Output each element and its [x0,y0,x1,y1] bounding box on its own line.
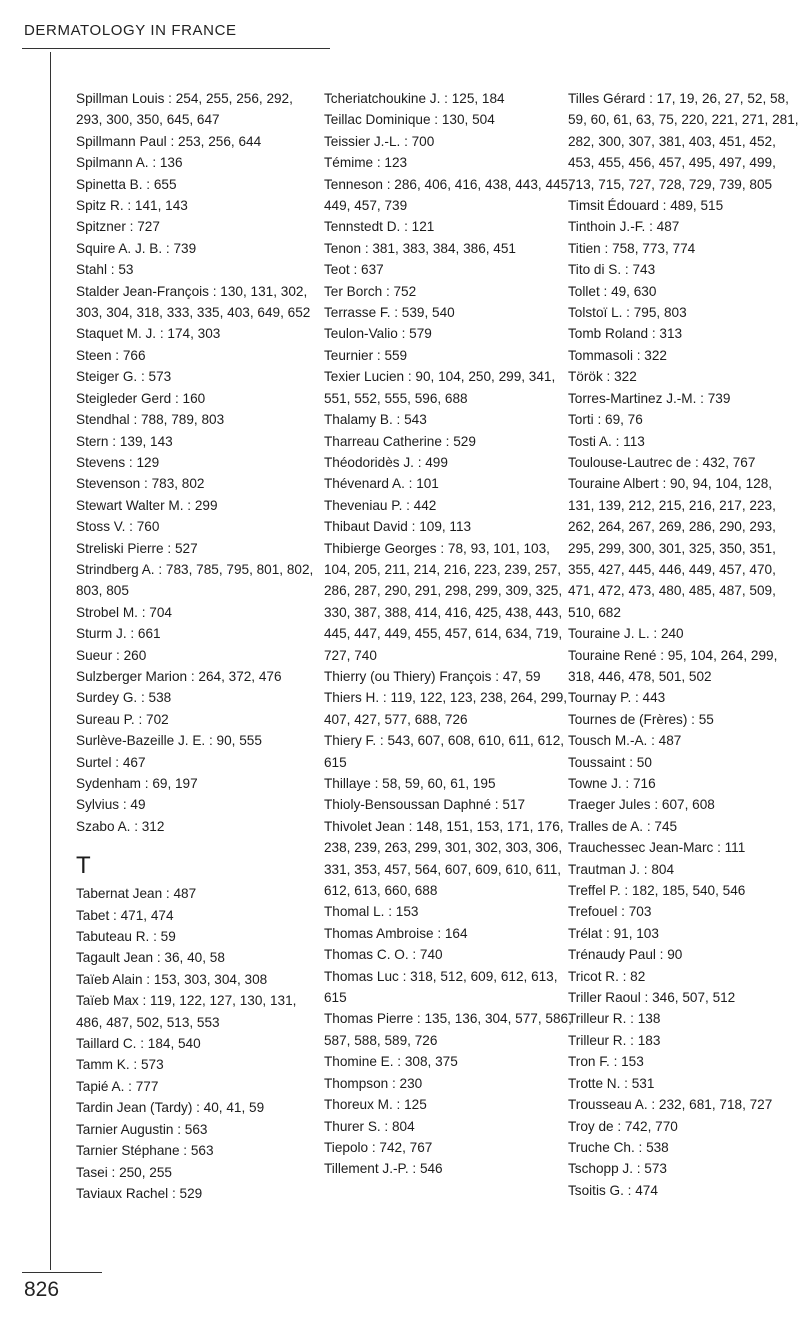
index-entry: Sydenham : 69, 197 [76,776,198,791]
index-entry: Thomas C. O. : 740 [324,947,443,963]
index-entry: Toussaint : 50 [568,754,652,770]
index-entry: Thomas Ambroise : 164 [324,925,468,941]
index-entry: Tenon : 381, 383, 384, 386, 451 [324,240,516,256]
index-entry: Trélat : 91, 103 [568,925,659,941]
index-entry: Tournes de (Frères) : 55 [568,711,714,727]
index-entry: Spitzner : 727 [76,219,160,235]
index-entry: Trefouel : 703 [568,904,652,920]
section-letter: T [76,852,91,880]
index-entry: Stahl : 53 [76,262,134,278]
index-entry: Tennstedt D. : 121 [324,219,435,235]
index-entry: Tardin Jean (Tardy) : 40, 41, 59 [76,1100,265,1116]
index-entry: Thivolet Jean : 148, 151, 153, 171, 176, 238, 239, 263, 299, 301, 302, 303, 306, 331, 353, 457, 564, 607, 609, 610, 611, 612, 613, 660, 688 [324,818,564,899]
index-entry: Tinthoin J.-F. : 487 [568,219,680,235]
index-entry: Stewart Walter M. : 299 [76,497,218,513]
index-entry: Thierry (ou Thiery) François : 47, 59 [324,668,541,684]
index-entry: Spillman Louis : 254, 255, 256, 292, 293, 300, 350, 645, 647 [76,91,293,128]
index-entry: Trilleur R. : 138 [568,1011,661,1027]
index-entry: Tenneson : 286, 406, 416, 438, 443, 445, 449, 457, 739 [324,176,572,214]
index-entry: Touraine J. L. : 240 [568,626,684,642]
index-entry: Tharreau Catherine : 529 [324,433,476,449]
index-entry: Teulon-Valio : 579 [324,326,432,342]
index-entry: Tabernat Jean : 487 [76,886,197,902]
index-entry: Thomine E. : 308, 375 [324,1054,458,1070]
index-entry: Tarnier Stéphane : 563 [76,1143,214,1159]
index-entry: Thibaut David : 109, 113 [324,519,472,535]
index-entry: Steen : 766 [76,347,146,363]
index-entry: Thioly-Bensoussan Daphné : 517 [324,797,526,813]
index-entry: Staquet M. J. : 174, 303 [76,326,221,342]
index-entry: Stalder Jean-François : 130, 131, 302, 303, 304, 318, 333, 335, 403, 649, 652 [76,283,311,321]
index-entry: Tousch M.-A. : 487 [568,733,682,749]
index-entry: Thomas Pierre : 135, 136, 304, 577, 586, 587, 588, 589, 726 [324,1011,572,1048]
index-entry: Sureau P. : 702 [76,711,169,727]
index-entry: Tommasoli : 322 [568,347,667,363]
index-entry: Surtel : 467 [76,754,146,770]
index-entry: Torti : 69, 76 [568,412,643,428]
index-entry: Terrasse F. : 539, 540 [324,305,455,321]
index-entry: Stevenson : 783, 802 [76,476,205,492]
index-entry: Tito di S. : 743 [568,262,656,278]
index-entry: Touraine René : 95, 104, 264, 299, 318, 446, 478, 501, 502 [568,647,778,684]
index-entry: Stevens : 129 [76,454,160,470]
index-entry: Tapié A. : 777 [76,1078,159,1094]
index-entry: Ter Borch : 752 [324,283,417,299]
index-entry: Török : 322 [568,369,637,385]
index-entry: Trilleur R. : 183 [568,1032,661,1048]
index-entry: Treffel P. : 182, 185, 540, 546 [568,883,746,899]
index-entry: Teurnier : 559 [324,347,408,363]
index-entry: Thillaye : 58, 59, 60, 61, 195 [324,776,496,791]
index-entry: Strobel M. : 704 [76,604,172,620]
index-entry: Tarnier Augustin : 563 [76,1121,208,1137]
index-entry: Tosti A. : 113 [568,433,645,449]
index-entry: Tillement J.-P. : 546 [324,1161,443,1177]
index-entry: Steiger G. : 573 [76,369,172,385]
index-entry: Timsit Édouard : 489, 515 [568,198,724,214]
index-entry: Szabo A. : 312 [76,818,165,834]
index-column-2 [324,88,574,1180]
index-entry: Tamm K. : 573 [76,1057,164,1073]
index-entry: Tschopp J. : 573 [568,1161,667,1177]
index-entry: Thoreux M. : 125 [324,1097,427,1113]
index-entry: Tabuteau R. : 59 [76,929,176,945]
index-entry: Spinetta B. : 655 [76,176,177,192]
index-entry: Tiepolo : 742, 767 [324,1139,433,1155]
index-entry: Taïeb Max : 119, 122, 127, 130, 131, 486, 487, 502, 513, 553 [76,993,297,1030]
index-entry: Thévenard A. : 101 [324,476,439,492]
index-entry: Spilmann A. : 136 [76,155,183,171]
index-entry: Touraine Albert : 90, 94, 104, 128, 131, 139, 212, 215, 216, 217, 223, 262, 264, 267, 269, 286, 290, 293, 295, 299, 300, 301, 325, 350, 351, 355, 427, 445, 446, 449, 457, 470, 471, 472, 473, 480, 485, 487, 509, 510, 682 [568,476,776,620]
index-entry: Thurer S. : 804 [324,1118,415,1134]
index-entry: Sturm J. : 661 [76,626,161,642]
running-head: DERMATOLOGY IN FRANCE [24,22,237,39]
index-entry: Trotte N. : 531 [568,1075,655,1091]
index-entry: Teot : 637 [324,262,384,278]
index-entry: Towne J. : 716 [568,776,656,791]
index-entry: Steigleder Gerd : 160 [76,390,206,406]
page-number: 826 [24,1278,60,1301]
index-entry: Tralles de A. : 745 [568,818,678,834]
index-entry: Stendhal : 788, 789, 803 [76,412,225,428]
margin-rule [50,52,51,1270]
index-entry: Surdey G. : 538 [76,690,172,706]
index-entry: Spillmann Paul : 253, 256, 644 [76,133,262,149]
index-entry: Stern : 139, 143 [76,433,173,449]
index-entry: Sulzberger Marion : 264, 372, 476 [76,668,282,684]
index-entry: Strindberg A. : 783, 785, 795, 801, 802, 803, 805 [76,561,314,599]
index-entry: Stoss V. : 760 [76,519,160,535]
index-entry: Titien : 758, 773, 774 [568,240,696,256]
index-entry: Trauchessec Jean-Marc : 111 [568,840,746,856]
index-entry: Squire A. J. B. : 739 [76,240,197,256]
index-entry: Torres-Martinez J.-M. : 739 [568,390,731,406]
index-entry: Tsoitis G. : 474 [568,1182,658,1198]
index-entry: Thomas Luc : 318, 512, 609, 612, 613, 615 [324,968,558,1006]
index-entry: Spitz R. : 141, 143 [76,198,188,214]
index-entry: Taïeb Alain : 153, 303, 304, 308 [76,971,268,987]
index-column-3 [568,88,800,1201]
index-entry: Teillac Dominique : 130, 504 [324,112,495,128]
index-entry: Tron F. : 153 [568,1054,644,1070]
index-entry: Trousseau A. : 232, 681, 718, 727 [568,1097,773,1113]
index-entry: Traeger Jules : 607, 608 [568,797,715,813]
index-entry: Toulouse-Lautrec de : 432, 767 [568,454,756,470]
index-entry: Triller Raoul : 346, 507, 512 [568,990,736,1006]
index-entry: Thiery F. : 543, 607, 608, 610, 611, 612, 615 [324,733,565,770]
index-entry: Témime : 123 [324,155,408,171]
index-entry: Tasei : 250, 255 [76,1164,172,1180]
index-entry: Sueur : 260 [76,647,147,663]
index-entry: Troy de : 742, 770 [568,1118,678,1134]
index-entry: Trénaudy Paul : 90 [568,947,683,963]
index-entry: Thomal L. : 153 [324,904,419,920]
header-rule [22,48,330,49]
index-entry: Trautman J. : 804 [568,861,675,877]
index-entry: Sylvius : 49 [76,797,146,813]
index-entry: Tagault Jean : 36, 40, 58 [76,950,225,966]
index-entry: Tollet : 49, 630 [568,283,657,299]
index-entry: Theveniau P. : 442 [324,497,437,513]
index-entry: Thibierge Georges : 78, 93, 101, 103, 104, 205, 211, 214, 216, 223, 239, 257, 286, 287, 290, 291, 298, 299, 309, 325, 330, 387, 388, 414, 416, 425, 438, 443, 445, 447, 449, 455, 457, 614, 634, 719, 727, 740 [324,540,563,663]
index-entry: Tournay P. : 443 [568,690,666,706]
index-entry: Truche Ch. : 538 [568,1139,669,1155]
index-entry: Tcheriatchoukine J. : 125, 184 [324,91,505,106]
index-entry: Tomb Roland : 313 [568,326,683,342]
index-entry: Thompson : 230 [324,1075,423,1091]
index-entry: Thiers H. : 119, 122, 123, 238, 264, 299, 407, 427, 577, 688, 726 [324,690,568,727]
index-entry: Tabet : 471, 474 [76,907,174,923]
index-column-1 [76,88,316,1204]
footer-rule [22,1272,102,1273]
index-entry: Texier Lucien : 90, 104, 250, 299, 341, 551, 552, 555, 596, 688 [324,369,556,406]
index-entry: Teissier J.-L. : 700 [324,133,435,149]
index-entry: Théodoridès J. : 499 [324,454,448,470]
index-entry: Surlève-Bazeille J. E. : 90, 555 [76,733,262,749]
index-entry: Tolstoï L. : 795, 803 [568,305,687,321]
index-entry: Taillard C. : 184, 540 [76,1036,201,1052]
index-entry: Tilles Gérard : 17, 19, 26, 27, 52, 58, 59, 60, 61, 63, 75, 220, 221, 271, 281, 282, 300, 307, 381, 403, 451, 452, 453, 455, 456, 457, 495, 497, 499, 713, 715, 727, 728, 729, 739, 805 [568,91,799,192]
index-entry: Thalamy B. : 543 [324,412,427,428]
index-entry: Taviaux Rachel : 529 [76,1185,203,1201]
index-entry: Tricot R. : 82 [568,968,646,984]
index-entry: Streliski Pierre : 527 [76,540,198,556]
